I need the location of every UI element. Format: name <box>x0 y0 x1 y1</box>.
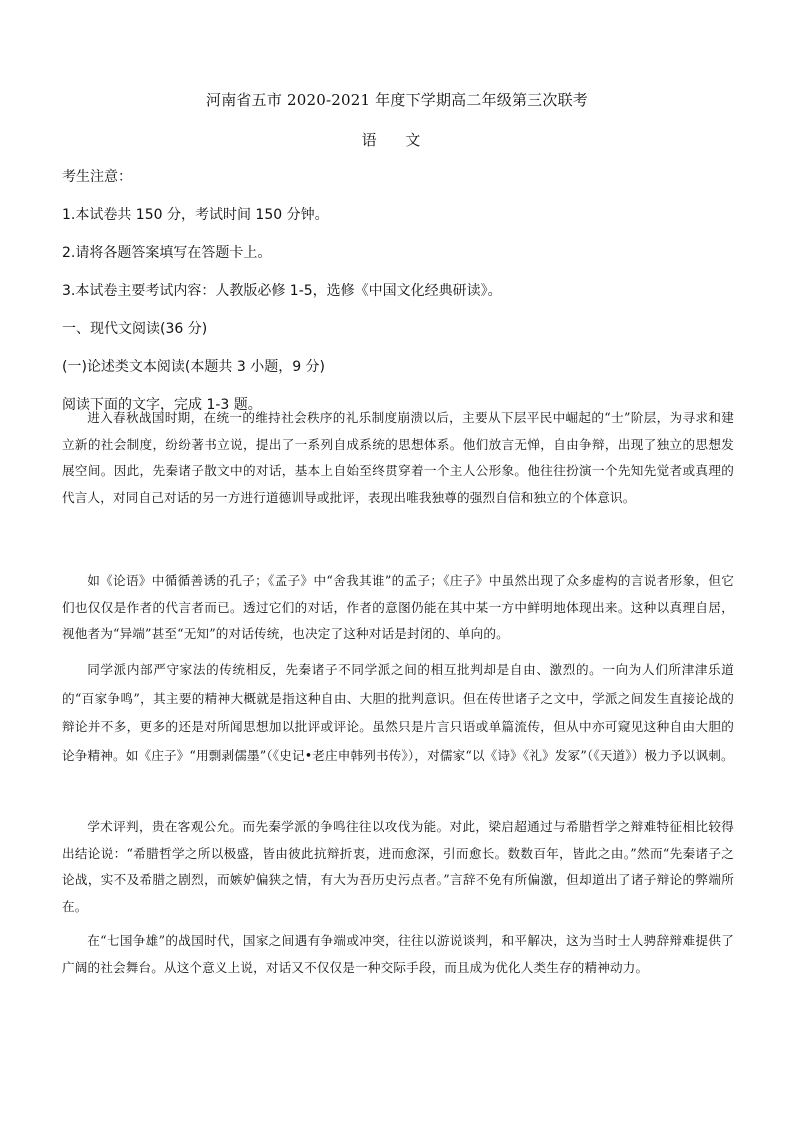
passage-paragraph-5: 在“七国争雄”的战国时代，国家之间遇有争端或冲突，往往以游说谈判，和平解决，这为当时士人骋辞辩难提供了广阔的社会舞台。从这个意义上说，对话又不仅仅是一种交际手段，而且成为优化人类生存的精神动力。 <box>62 933 734 975</box>
section-subtitle: (一)论述类文本阅读(本题共 3 小题，9 分) <box>62 359 326 375</box>
notice-item-3: 3.本试卷主要考试内容：人教版必修 1-5，选修《中国文化经典研读》。 <box>62 283 502 299</box>
subject-title: 语 文 <box>361 131 433 149</box>
exam-title: 河南省五市 2020-2021 年度下学期高二年级第三次联考 <box>206 91 588 109</box>
passage-paragraph-4: 学术评判，贵在客观公允。而先秦学派的争鸣往往以攻伐为能。对此，梁启超通过与希腊哲学之辩难特征相比较得出结论说：“希腊哲学之所以极盛，皆由彼此抗辩折衷，进而愈深，引而愈长。数数百年，皆此之由。”然而“先秦诸子之论战，实不及希腊之剧烈，而嫉妒偏狭之情，有大为吾历史污点者。”言辞不免有所偏激，但却道出了诸子辩论的弊端所在。 <box>62 819 734 914</box>
section-title: 一、现代文阅读(36 分) <box>62 321 208 337</box>
reading-instruction: 阅读下面的文字，完成 1-3 题。 <box>62 397 262 413</box>
passage-paragraph-1: 进入春秋战国时期，在统一的维持社会秩序的礼乐制度崩溃以后，主要从下层平民中崛起的“士”阶层，为寻求和建立新的社会制度，纷纷著书立说，提出了一系列自成系统的思想体系。他们放言无惮，自由争辩，出现了独立的思想发展空间。因此，先秦诸子散文中的对话，基本上自始至终贯穿着一个主人公形象。他往往扮演一个先知先觉者或真理的代言人，对同自己对话的另一方进行道德训导或批评，表现出唯我独尊的强烈自信和独立的个体意识。 <box>62 410 734 505</box>
notice-item-2: 2.请将各题答案填写在答题卡上。 <box>62 245 272 261</box>
notice-heading: 考生注意： <box>62 169 132 185</box>
passage-paragraph-3: 同学派内部严守家法的传统相反，先秦诸子不同学派之间的相互批判却是自由、激烈的。一向为人们所津津乐道的“百家争鸣”，其主要的精神大概就是指这种自由、大胆的批判意识。但在传世诸子之文中，学派之间发生直接论战的辩论并不多，更多的还是对所闻思想加以批评或评论。虽然只是片言只语或单篇流传，但从中亦可窥见这种自由大胆的论争精神。如《庄子》“用剽剥儒墨”（《史记•老庄申韩列书传》），对儒家“以《诗》《礼》发冢”（《天道》）极力予以讽刺。 <box>62 662 734 763</box>
notice-item-1: 1.本试卷共 150 分，考试时间 150 分钟。 <box>62 207 329 223</box>
passage-paragraph-2: 如《论语》中循循善诱的孔子；《孟子》中“舍我其谁”的孟子；《庄子》中虽然出现了众多虚构的言说者形象，但它们也仅仅是作者的代言者而已。透过它们的对话，作者的意图仍能在其中某一方中鲜明地体现出来。这种以真理自居，视他者为“异端”甚至“无知”的对话传统，也决定了这种对话是封闭的、单向的。 <box>62 573 734 641</box>
